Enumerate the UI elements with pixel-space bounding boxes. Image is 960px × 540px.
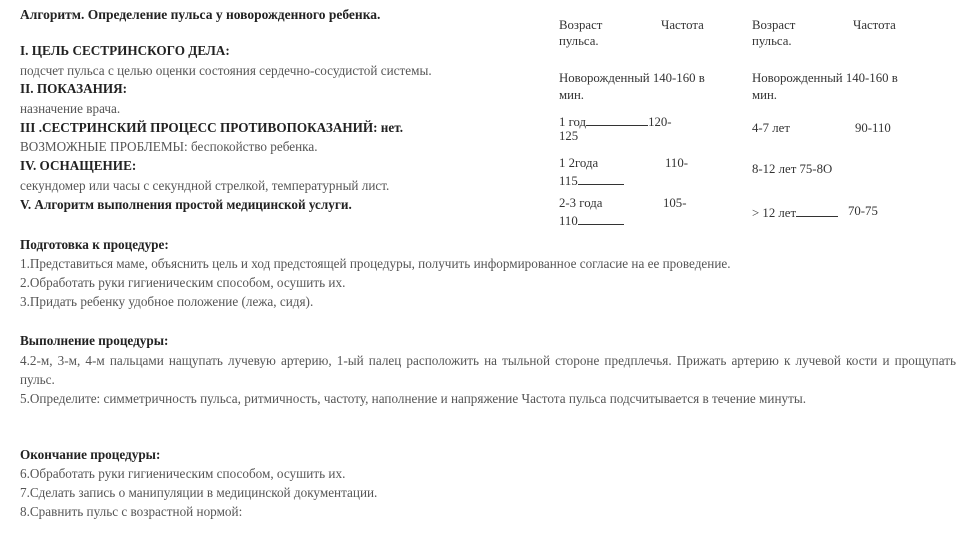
prep-heading: Подготовка к процедуре: — [20, 237, 169, 252]
indications-heading: II. ПОКАЗАНИЯ: — [20, 81, 128, 96]
row-2-3-years: 2-3 года — [559, 196, 603, 210]
exec-item-4: 4.2-м, 3-м, 4-м пальцами нащупать лучевую артерию, 1-ый палец расположить на тыльной стороне предплечья. Прижать артерию к лучевой кости и прощупать пульс. — [20, 353, 956, 387]
indications-text: назначение врача. — [20, 101, 121, 116]
col-rate-header: Частота — [853, 18, 896, 32]
prep-item-3: 3.Придать ребенку удобное положение (лежа, сидя). — [20, 294, 314, 309]
col-rate-header: Частота — [661, 18, 704, 32]
row-1-2-years-rate: 110- — [665, 156, 688, 170]
end-item-8: 8.Сравнить пульс с возрастной нормой: — [20, 504, 243, 519]
exec-heading: Выполнение процедуры: — [20, 333, 169, 348]
equipment-heading: IV. ОСНАЩЕНИЕ: — [20, 158, 137, 173]
row-8-12-years: 8-12 лет 75-8О — [752, 162, 833, 176]
end-item-7: 7.Сделать запись о манипуляции в медицинской документации. — [20, 485, 378, 500]
row-newborn: Новорожденный 140-160 в — [559, 71, 705, 85]
row-over-12-years-rate: 70-75 — [848, 204, 878, 218]
goal-text: подсчет пульса с целью оценки состояния сердечно-сосудистой системы. — [20, 63, 432, 78]
row-2-3-years-cont: 110 — [559, 212, 624, 229]
page-title: Алгоритм. Определение пульса у новорожденного ребенка. — [20, 7, 381, 22]
row-1-year: 1 год 120- — [559, 115, 672, 129]
row-4-7-years-rate: 90-110 — [855, 121, 891, 135]
row-1-2-years-cont: 115 — [559, 172, 624, 189]
row-1-year-cont: 125 — [559, 129, 579, 143]
col-age-header: Возраст — [752, 18, 796, 32]
equipment-text: секундомер или часы с секундной стрелкой, температурный лист. — [20, 178, 390, 193]
row-4-7-years: 4-7 лет — [752, 121, 790, 135]
col-age-header-cont: пульса. — [752, 34, 792, 48]
goal-heading: I. ЦЕЛЬ СЕСТРИНСКОГО ДЕЛА: — [20, 43, 230, 58]
col-age-header-cont: пульса. — [559, 34, 599, 48]
algorithm-heading: V. Алгоритм выполнения простой медицинской услуги. — [20, 197, 352, 212]
possible-problems-text: ВОЗМОЖНЫЕ ПРОБЛЕМЫ: беспокойство ребенка. — [20, 139, 318, 154]
prep-item-2: 2.Обработать руки гигиеническим способом, осушить их. — [20, 275, 346, 290]
end-heading: Окончание процедуры: — [20, 447, 161, 462]
row-newborn-unit: мин. — [559, 88, 584, 102]
row-over-12-years: > 12 лет — [752, 204, 838, 221]
row-newborn: Новорожденный 140-160 в — [752, 71, 898, 85]
end-item-6: 6.Обработать руки гигиеническим способом, осушить их. — [20, 466, 346, 481]
prep-item-1: 1.Представиться маме, объяснить цель и ход предстоящей процедуры, получить информированное согласие на ее проведение. — [20, 256, 731, 271]
col-age-header: Возраст — [559, 18, 603, 32]
row-newborn-unit: мин. — [752, 88, 777, 102]
exec-item-5: 5.Определите: симметричность пульса, ритмичность, частоту, наполнение и напряжение Частота пульса подсчитывается в течение минуты. — [20, 391, 807, 406]
contraindications-heading: III .СЕСТРИНСКИЙ ПРОЦЕСС ПРОТИВОПОКАЗАНИЙ: нет. — [20, 120, 404, 135]
row-1-2-years: 1 2года — [559, 156, 599, 170]
row-2-3-years-rate: 105- — [663, 196, 687, 210]
